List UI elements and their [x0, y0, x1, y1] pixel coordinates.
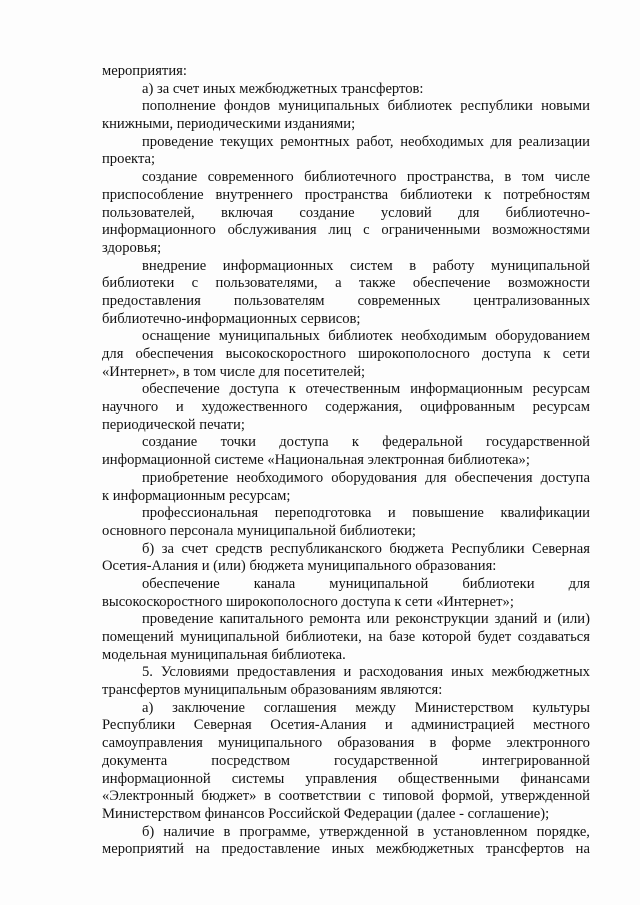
text-line: периодической печати;: [102, 416, 245, 433]
text-line: 5. Условиями предоставления и расходования иных межбюджетных: [142, 664, 590, 681]
text-line: б) наличие в программе, утвержденной в установленном порядке,: [142, 823, 590, 840]
text-line: книжными, периодическими изданиями;: [102, 116, 356, 133]
text-line: приспособление внутреннего пространства библиотеки к потребностям: [102, 186, 590, 203]
text-line: помещений муниципальной библиотеки, на базе которой будет создаваться: [102, 629, 590, 645]
text-line: создание точки доступа к федеральной государственной: [142, 434, 590, 451]
text-line: б) за счет средств республиканского бюджета Республики Северная: [142, 540, 590, 557]
text-line: профессиональная переподготовка и повышение квалификации: [142, 505, 590, 522]
text-line: информационной системы управления общественными финансами: [102, 770, 590, 787]
document-body-text: [102, 63, 590, 859]
text-line: внедрение информационных систем в работу муниципальной: [142, 257, 590, 274]
text-line: информационной системе «Национальная электронная библиотека»;: [102, 452, 530, 469]
text-line: обеспечение доступа к отечественным информационным ресурсам: [142, 381, 590, 398]
text-line: создание современного библиотечного пространства, в том числе: [142, 169, 590, 186]
text-line: мероприятий на предоставление иных межбюджетных трансфертов на: [102, 841, 590, 858]
text-line: модельная муниципальная библиотека.: [102, 646, 346, 663]
text-line: документа посредством государственной интегрированной: [102, 752, 590, 769]
text-line: к информационным ресурсам;: [102, 487, 291, 504]
text-line: «Интернет», в том числе для посетителей;: [102, 363, 366, 380]
text-line: приобретение необходимого оборудования для обеспечения доступа: [142, 469, 590, 486]
text-line: научного и художественного содержания, оцифрованным ресурсам: [102, 399, 590, 416]
text-line: Министерством финансов Российской Федерации (далее - соглашение);: [102, 805, 550, 822]
text-line: «Электронный бюджет» в соответствии с типовой формой, утвержденной: [102, 788, 590, 805]
text-line: оснащение муниципальных библиотек необходимым оборудованием: [142, 328, 590, 345]
text-line: Республики Северная Осетия-Алания и администрацией местного: [102, 717, 590, 734]
text-line: самоуправления муниципального образования в форме электронного: [102, 735, 590, 752]
text-line: а) за счет иных межбюджетных трансфертов:: [142, 80, 424, 97]
text-line: библиотеки с пользователями, а также обеспечение возможности: [102, 275, 590, 292]
text-line: проведение капитального ремонта или реконструкции зданий и (или): [142, 611, 590, 628]
text-line: трансфертов муниципальным образованиям являются:: [102, 682, 443, 699]
text-line: Осетия-Алания и (или) бюджета муниципального образования:: [102, 558, 497, 575]
text-line: библиотечно-информационных сервисов;: [102, 310, 361, 327]
text-line: проекта;: [102, 151, 156, 168]
text-line: высокоскоростного широкополосного доступа к сети «Интернет»;: [102, 593, 514, 610]
text-line: информационного обслуживания лиц с ограниченными возможностями: [102, 222, 590, 239]
text-line: здоровья;: [102, 239, 162, 256]
text-line: пополнение фондов муниципальных библиотек республики новыми: [142, 98, 590, 115]
text-line: предоставления пользователям современных централизованных: [102, 292, 590, 309]
text-line: обеспечение канала муниципальной библиотеки для: [142, 575, 590, 592]
text-line: пользователей, включая создание условий для библиотечно-: [102, 204, 590, 221]
text-line: проведение текущих ремонтных работ, необходимых для реализации: [142, 133, 590, 150]
text-line: основного персонала муниципальной библиотеки;: [102, 522, 416, 539]
text-line: а) заключение соглашения между Министерством культуры: [142, 699, 590, 716]
text-line: для обеспечения высокоскоростного широкополосного доступа к сети: [102, 346, 590, 362]
text-line: мероприятия:: [102, 63, 187, 79]
